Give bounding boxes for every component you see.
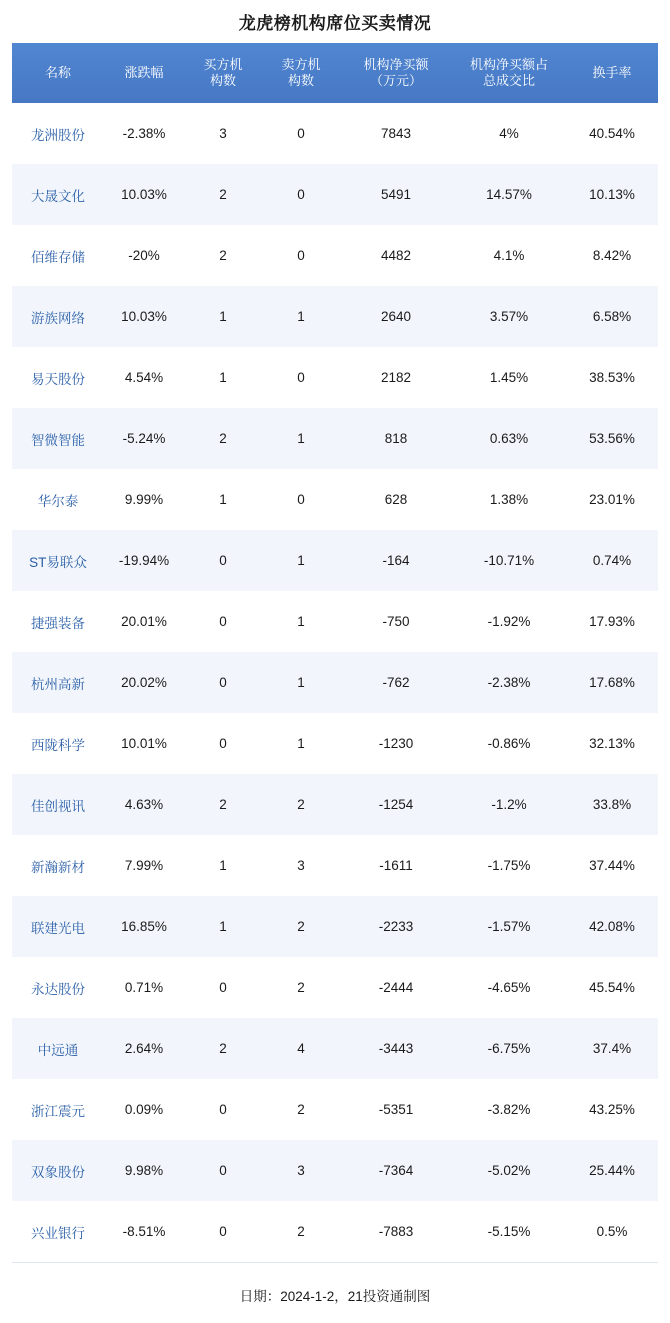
cell-sellers: 4 <box>262 1018 340 1079</box>
cell-ratio: -1.2% <box>452 774 566 835</box>
lhb-table <box>12 43 658 1262</box>
cell-name: 杭州高新 <box>12 652 104 713</box>
cell-sellers: 1 <box>262 591 340 652</box>
cell-name: 新瀚新材 <box>12 835 104 896</box>
cell-sellers: 0 <box>262 347 340 408</box>
cell-sellers: 0 <box>262 103 340 164</box>
cell-change: 9.98% <box>104 1140 184 1201</box>
table-row <box>12 103 658 164</box>
table-row <box>12 835 658 896</box>
cell-sellers: 2 <box>262 774 340 835</box>
cell-sellers: 0 <box>262 164 340 225</box>
column-header-netbuy <box>340 43 452 103</box>
cell-ratio: -5.02% <box>452 1140 566 1201</box>
cell-sellers: 1 <box>262 713 340 774</box>
column-header-sellers <box>262 43 340 103</box>
cell-sellers: 2 <box>262 896 340 957</box>
header-line: 换手率 <box>592 64 632 80</box>
cell-netbuy: -5351 <box>340 1079 452 1140</box>
header-line: 机构净买额占 <box>469 56 548 72</box>
cell-name: 中远通 <box>12 1018 104 1079</box>
cell-turnover: 40.54% <box>566 103 658 164</box>
header-line: 名称 <box>44 64 71 80</box>
header-line: 涨跌幅 <box>124 64 164 80</box>
cell-name: 佳创视讯 <box>12 774 104 835</box>
cell-buyers: 2 <box>184 164 262 225</box>
cell-sellers: 1 <box>262 530 340 591</box>
cell-change: 10.03% <box>104 164 184 225</box>
cell-netbuy: -762 <box>340 652 452 713</box>
cell-name: 华尔泰 <box>12 469 104 530</box>
cell-buyers: 0 <box>184 591 262 652</box>
cell-turnover: 17.93% <box>566 591 658 652</box>
cell-turnover: 25.44% <box>566 1140 658 1201</box>
table-row <box>12 1140 658 1201</box>
cell-turnover: 6.58% <box>566 286 658 347</box>
cell-turnover: 37.44% <box>566 835 658 896</box>
cell-name: 双象股份 <box>12 1140 104 1201</box>
cell-ratio: -5.15% <box>452 1201 566 1262</box>
table-row <box>12 1018 658 1079</box>
cell-turnover: 38.53% <box>566 347 658 408</box>
cell-netbuy: 5491 <box>340 164 452 225</box>
table-row <box>12 225 658 286</box>
cell-name: 易天股份 <box>12 347 104 408</box>
table-row <box>12 1201 658 1262</box>
cell-name: 智微智能 <box>12 408 104 469</box>
cell-buyers: 3 <box>184 103 262 164</box>
header-line: 卖方机 <box>281 56 321 72</box>
column-header-buyers <box>184 43 262 103</box>
cell-turnover: 53.56% <box>566 408 658 469</box>
cell-netbuy: 628 <box>340 469 452 530</box>
column-header-name <box>12 43 104 103</box>
cell-ratio: 1.45% <box>452 347 566 408</box>
cell-ratio: -1.92% <box>452 591 566 652</box>
cell-buyers: 0 <box>184 652 262 713</box>
header-line: 构数 <box>287 73 314 88</box>
cell-change: 0.09% <box>104 1079 184 1140</box>
cell-buyers: 1 <box>184 469 262 530</box>
cell-sellers: 1 <box>262 286 340 347</box>
cell-change: 10.03% <box>104 286 184 347</box>
cell-netbuy: 818 <box>340 408 452 469</box>
cell-buyers: 2 <box>184 774 262 835</box>
cell-netbuy: -164 <box>340 530 452 591</box>
cell-turnover: 32.13% <box>566 713 658 774</box>
cell-name: ST易联众 <box>12 530 104 591</box>
cell-change: 2.64% <box>104 1018 184 1079</box>
cell-turnover: 37.4% <box>566 1018 658 1079</box>
cell-name: 浙江震元 <box>12 1079 104 1140</box>
cell-ratio: 4% <box>452 103 566 164</box>
source-note: 日期：2024-1-2，21投资通制图 <box>12 1263 658 1323</box>
cell-change: 4.63% <box>104 774 184 835</box>
page-title: 龙虎榜机构席位买卖情况 <box>238 14 432 33</box>
cell-netbuy: -1254 <box>340 774 452 835</box>
cell-name: 捷强装备 <box>12 591 104 652</box>
cell-turnover: 8.42% <box>566 225 658 286</box>
cell-change: 10.01% <box>104 713 184 774</box>
cell-buyers: 1 <box>184 896 262 957</box>
cell-ratio: -4.65% <box>452 957 566 1018</box>
table-row <box>12 774 658 835</box>
cell-name: 龙洲股份 <box>12 103 104 164</box>
cell-turnover: 33.8% <box>566 774 658 835</box>
cell-buyers: 0 <box>184 713 262 774</box>
cell-ratio: 1.38% <box>452 469 566 530</box>
table-row <box>12 469 658 530</box>
cell-change: 4.54% <box>104 347 184 408</box>
cell-name: 联建光电 <box>12 896 104 957</box>
cell-netbuy: -1230 <box>340 713 452 774</box>
cell-turnover: 42.08% <box>566 896 658 957</box>
table-row <box>12 408 658 469</box>
column-header-change <box>104 43 184 103</box>
cell-name: 西陇科学 <box>12 713 104 774</box>
cell-ratio: 3.57% <box>452 286 566 347</box>
table-row <box>12 896 658 957</box>
table-row <box>12 591 658 652</box>
cell-netbuy: 4482 <box>340 225 452 286</box>
cell-netbuy: -750 <box>340 591 452 652</box>
cell-turnover: 10.13% <box>566 164 658 225</box>
cell-turnover: 0.5% <box>566 1201 658 1262</box>
cell-buyers: 2 <box>184 1018 262 1079</box>
cell-buyers: 0 <box>184 957 262 1018</box>
cell-netbuy: -1611 <box>340 835 452 896</box>
cell-turnover: 23.01% <box>566 469 658 530</box>
cell-ratio: 4.1% <box>452 225 566 286</box>
cell-netbuy: -7364 <box>340 1140 452 1201</box>
cell-change: -20% <box>104 225 184 286</box>
cell-sellers: 0 <box>262 469 340 530</box>
cell-sellers: 1 <box>262 408 340 469</box>
cell-change: 7.99% <box>104 835 184 896</box>
cell-change: 20.01% <box>104 591 184 652</box>
cell-netbuy: -2233 <box>340 896 452 957</box>
table-row <box>12 1079 658 1140</box>
cell-netbuy: -7883 <box>340 1201 452 1262</box>
cell-name: 游族网络 <box>12 286 104 347</box>
column-header-ratio <box>452 43 566 103</box>
cell-name: 兴业银行 <box>12 1201 104 1262</box>
footer-divider <box>12 1262 658 1323</box>
header-line: 机构净买额 <box>363 56 429 72</box>
column-header-turnover <box>566 43 658 103</box>
cell-sellers: 3 <box>262 1140 340 1201</box>
cell-ratio: 0.63% <box>452 408 566 469</box>
cell-buyers: 0 <box>184 1079 262 1140</box>
cell-netbuy: 2640 <box>340 286 452 347</box>
cell-netbuy: -2444 <box>340 957 452 1018</box>
cell-buyers: 2 <box>184 225 262 286</box>
cell-buyers: 2 <box>184 408 262 469</box>
cell-sellers: 3 <box>262 835 340 896</box>
cell-ratio: -10.71% <box>452 530 566 591</box>
cell-turnover: 45.54% <box>566 957 658 1018</box>
table-header <box>12 43 658 103</box>
table-row <box>12 713 658 774</box>
cell-netbuy: 2182 <box>340 347 452 408</box>
cell-name: 永达股份 <box>12 957 104 1018</box>
cell-buyers: 0 <box>184 530 262 591</box>
table-row <box>12 530 658 591</box>
cell-change: -2.38% <box>104 103 184 164</box>
cell-ratio: -2.38% <box>452 652 566 713</box>
table-row <box>12 347 658 408</box>
table-body <box>12 103 658 1262</box>
cell-buyers: 0 <box>184 1201 262 1262</box>
cell-change: -5.24% <box>104 408 184 469</box>
table-row <box>12 286 658 347</box>
cell-netbuy: -3443 <box>340 1018 452 1079</box>
table-row <box>12 652 658 713</box>
cell-ratio: -1.75% <box>452 835 566 896</box>
cell-change: -8.51% <box>104 1201 184 1262</box>
cell-name: 佰维存储 <box>12 225 104 286</box>
header-line: （万元） <box>369 73 422 88</box>
table-row <box>12 164 658 225</box>
cell-name: 大晟文化 <box>12 164 104 225</box>
cell-ratio: -6.75% <box>452 1018 566 1079</box>
cell-sellers: 2 <box>262 957 340 1018</box>
cell-change: 16.85% <box>104 896 184 957</box>
cell-change: 20.02% <box>104 652 184 713</box>
cell-ratio: 14.57% <box>452 164 566 225</box>
cell-ratio: -1.57% <box>452 896 566 957</box>
cell-sellers: 0 <box>262 225 340 286</box>
cell-sellers: 2 <box>262 1201 340 1262</box>
cell-sellers: 2 <box>262 1079 340 1140</box>
cell-turnover: 43.25% <box>566 1079 658 1140</box>
cell-sellers: 1 <box>262 652 340 713</box>
cell-buyers: 1 <box>184 347 262 408</box>
header-row <box>12 43 658 103</box>
cell-turnover: 17.68% <box>566 652 658 713</box>
cell-buyers: 0 <box>184 1140 262 1201</box>
table-row <box>12 957 658 1018</box>
cell-change: 0.71% <box>104 957 184 1018</box>
cell-change: 9.99% <box>104 469 184 530</box>
cell-ratio: -0.86% <box>452 713 566 774</box>
header-line: 买方机 <box>203 56 243 72</box>
cell-netbuy: 7843 <box>340 103 452 164</box>
cell-change: -19.94% <box>104 530 184 591</box>
cell-buyers: 1 <box>184 835 262 896</box>
cell-ratio: -3.82% <box>452 1079 566 1140</box>
cell-turnover: 0.74% <box>566 530 658 591</box>
header-line: 构数 <box>209 73 236 88</box>
header-line: 总成交比 <box>482 73 535 88</box>
cell-buyers: 1 <box>184 286 262 347</box>
